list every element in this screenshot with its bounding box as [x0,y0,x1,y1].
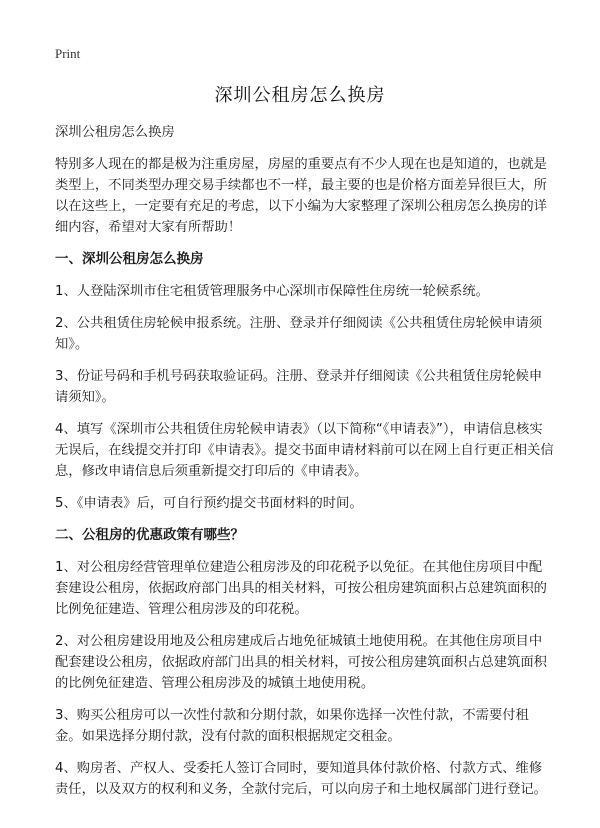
section1-item: 3、份证号码和手机号码获取验证码。注册、登录并仔细阅读《公共租赁住房轮候申请须知》。 [55,369,543,405]
article-body [55,122,555,811]
section1-item: 4、填写《深圳市公共租赁住房轮候申请表》（以下简称“《申请表》”），申请信息核实无误后，在线提交并打印《申请表》。提交书面申请材料前可以在网上自行更正相关信息，修改申请信息后须重新提交打印后的《申请表》。 [55,422,554,479]
section-heading-2: 二、公租房的优惠政策有哪些？ [55,527,244,543]
print-link[interactable]: Print [55,46,81,61]
section2-item: 4、购房者、产权人、受委托人签订合同时，要知道具体付款价格、付款方式、维修责任，以及双方的权利和义务，全款付完后，可以向房子和土地权属部门进行登记。 [55,761,547,797]
section-heading-1: 一、深圳公租房怎么换房 [55,251,204,267]
section1-item: 1、人登陆深圳市住宅租赁管理服务中心深圳市保障性住房统一轮候系统。 [55,284,489,299]
section2-item: 2、对公租房建设用地及公租房建成后占地免征城镇土地使用税。在其他住房项目中配套建设公租房，依据政府部门出具的相关材料，可按公租房建筑面积占总建筑面积的比例免征建造、管理公租房涉及的城镇土地使用税。 [55,634,547,691]
section2-item: 3、购买公租房可以一次性付款和分期付款，如果你选择一次性付款，不需要付租金。如果选择分期付款，没有付款的面积根据规定交租金。 [55,708,529,744]
page-title: 深圳公租房怎么换房 [214,85,386,106]
section2-item: 1、对公租房经营管理单位建造公租房涉及的印花税予以免征。在其他住房项目中配套建设公租房，依据政府部门出具的相关材料，可按公租房建筑面积占总建筑面积的比例免征建造、管理公租房涉及的印花税。 [55,560,547,617]
article-subtitle: 深圳公租房怎么换房 [55,125,175,140]
intro-paragraph: 特别多人现在的都是极为注重房屋，房屋的重要点有不少人现在也是知道的，也就是类型上，不同类型办理交易手续都也不一样，最主要的也是价格方面差异很巨大，所以在这些上，一定要有充足的考虑，以下小编为大家整理了深圳公租房怎么换房的详细内容，希望对大家有所帮助！ [55,157,547,235]
section1-item: 5、《申请表》后，可自行预约提交书面材料的时间。 [55,496,363,511]
section1-item: 2、公共租赁住房轮候申报系统。注册、登录并仔细阅读《公共租赁住房轮候申请须知》。 [55,316,543,352]
